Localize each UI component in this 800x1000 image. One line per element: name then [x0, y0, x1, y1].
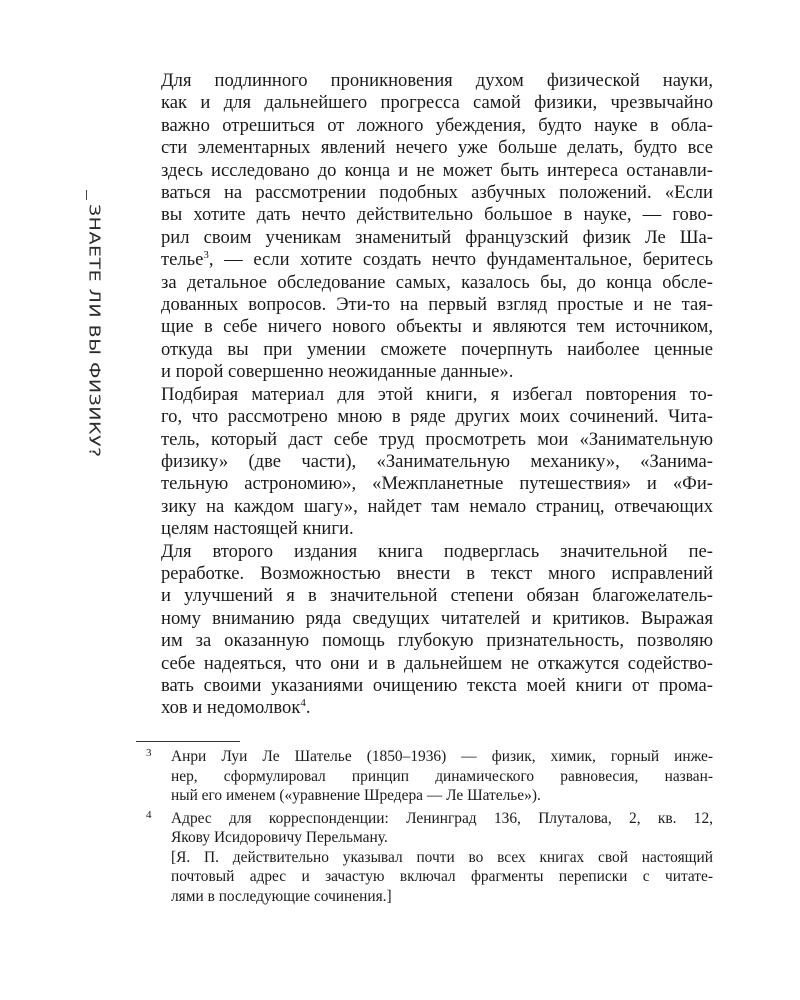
- text-line: го, что рассмотрено мною в ряде других моих сочинений. Чита-: [161, 406, 713, 428]
- footnote-line: лями в последующие сочинения.]: [171, 887, 392, 905]
- footnote-line: Якову Исидоровичу Перельману.: [171, 829, 388, 846]
- text-line: как и для дальнейшего прогресса самой физики, чрезвычайно: [161, 92, 713, 114]
- side-running-title: [78, 190, 110, 458]
- text-line: откуда вы при умении сможете почерпнуть наиболее ценные: [161, 338, 713, 360]
- text-line: щие в себе ничего нового объекты и являются тем источником,: [161, 316, 713, 338]
- text-fragment: телье: [161, 249, 204, 271]
- footnote-number: 3: [146, 747, 152, 759]
- text-line: Подбирая материал для этой книги, я избегал повторения то-: [161, 383, 713, 405]
- footnote-line: Анри Луи Ле Шателье (1850–1936) — физик, химик, горный инже-: [171, 748, 713, 765]
- text-line: вать своими указаниями очищению текста моей книги от прома-: [161, 674, 713, 696]
- footnote: [136, 747, 713, 806]
- side-title-text: ЗНАЕТЕ ЛИ ВЫ ФИЗИКУ?: [85, 204, 103, 458]
- text-fragment: , — если хотите создать нечто фундаментальное, беритесь: [208, 249, 713, 271]
- text-line: ному вниманию ряда сведущих читателей и критиков. Выражая: [161, 607, 713, 629]
- text-line: ваться на рассмотрении подобных азбучных положений. «Если: [161, 182, 713, 204]
- main-text: [133, 70, 713, 720]
- text-line: реработке. Возможностью внести в текст много исправлений: [161, 562, 713, 584]
- text-line: рил своим ученикам знаменитый французский физик Ле Шa-: [161, 226, 713, 248]
- text-line: тельную астрономию», «Межпланетные путешествия» и «Фи-: [161, 473, 713, 495]
- footnote-line: Адрес для корреспонденции: Ленинград 136, Плуталова, 2, кв. 12,: [171, 809, 713, 827]
- text-line: и улучшений я в значительной степени обязан благожелатель-: [161, 585, 713, 607]
- text-line: зику на каждом шагу», найдет там немало страниц, отвечающих: [161, 495, 713, 517]
- text-line: хов и недомолвок$^4$.: [161, 697, 311, 719]
- text-line: вы хотите дать нечто действительно большое в науке, — гово-: [161, 204, 713, 226]
- text-line: себе надеяться, что они и в дальнейшем не откажутся содейство-: [161, 652, 713, 674]
- text-line: здесь исследовано до конца и не может быть интереса останавли-: [161, 159, 713, 181]
- text-line: целям настоящей книги.: [161, 518, 354, 540]
- text-line: Для подлинного проникновения духом физической науки,: [161, 70, 713, 91]
- footnote-divider: [136, 741, 240, 742]
- footnote-line: [Я. П. действительно указывал почти во всех книгах свой настоящий: [171, 848, 713, 866]
- paragraph: [133, 541, 713, 720]
- text-line: дованных вопросов. Эти-то на первый взгляд простые и не тая-: [161, 294, 713, 316]
- text-line: им за оказанную помощь глубокую признательность, позволяю: [161, 630, 713, 652]
- paragraph: [133, 384, 713, 541]
- text-line: и порой совершенно неожиданные данные».: [161, 361, 514, 383]
- text-fragment: хов и недомолвок: [161, 697, 301, 719]
- text-line: [133, 249, 713, 271]
- footnote-ref[interactable]: 4: [300, 697, 306, 710]
- text-line: тель, который даст себе труд просмотреть мои «Занимательную: [161, 428, 713, 450]
- footnote-ref[interactable]: 3: [203, 249, 209, 262]
- footnote: [136, 809, 713, 907]
- footnote-line: нер, сформулировал принцип динамического равновесия, назван-: [171, 767, 713, 785]
- footnotes: [136, 747, 713, 909]
- footnote-number: 4: [146, 808, 152, 821]
- paragraph: [133, 70, 713, 384]
- text-line: Для второго издания книга подверглась значительной пе-: [161, 540, 713, 562]
- text-line: важно отрешиться от ложного убеждения, будто науке в обла-: [161, 114, 713, 136]
- text-line: за детальное обследование самых, казалось бы, до конца обсле-: [161, 271, 713, 293]
- text-line: физику» (две части), «Занимательную механику», «Занима-: [161, 450, 713, 472]
- text-line: сти элементарных явлений нечего уже больше делать, будто все: [161, 137, 713, 159]
- footnote-line: почтовый адрес и зачастую включал фрагменты переписки с читате-: [171, 868, 713, 885]
- footnote-line: ный его именем («уравнение Шредера — Ле Шателье»).: [171, 787, 541, 804]
